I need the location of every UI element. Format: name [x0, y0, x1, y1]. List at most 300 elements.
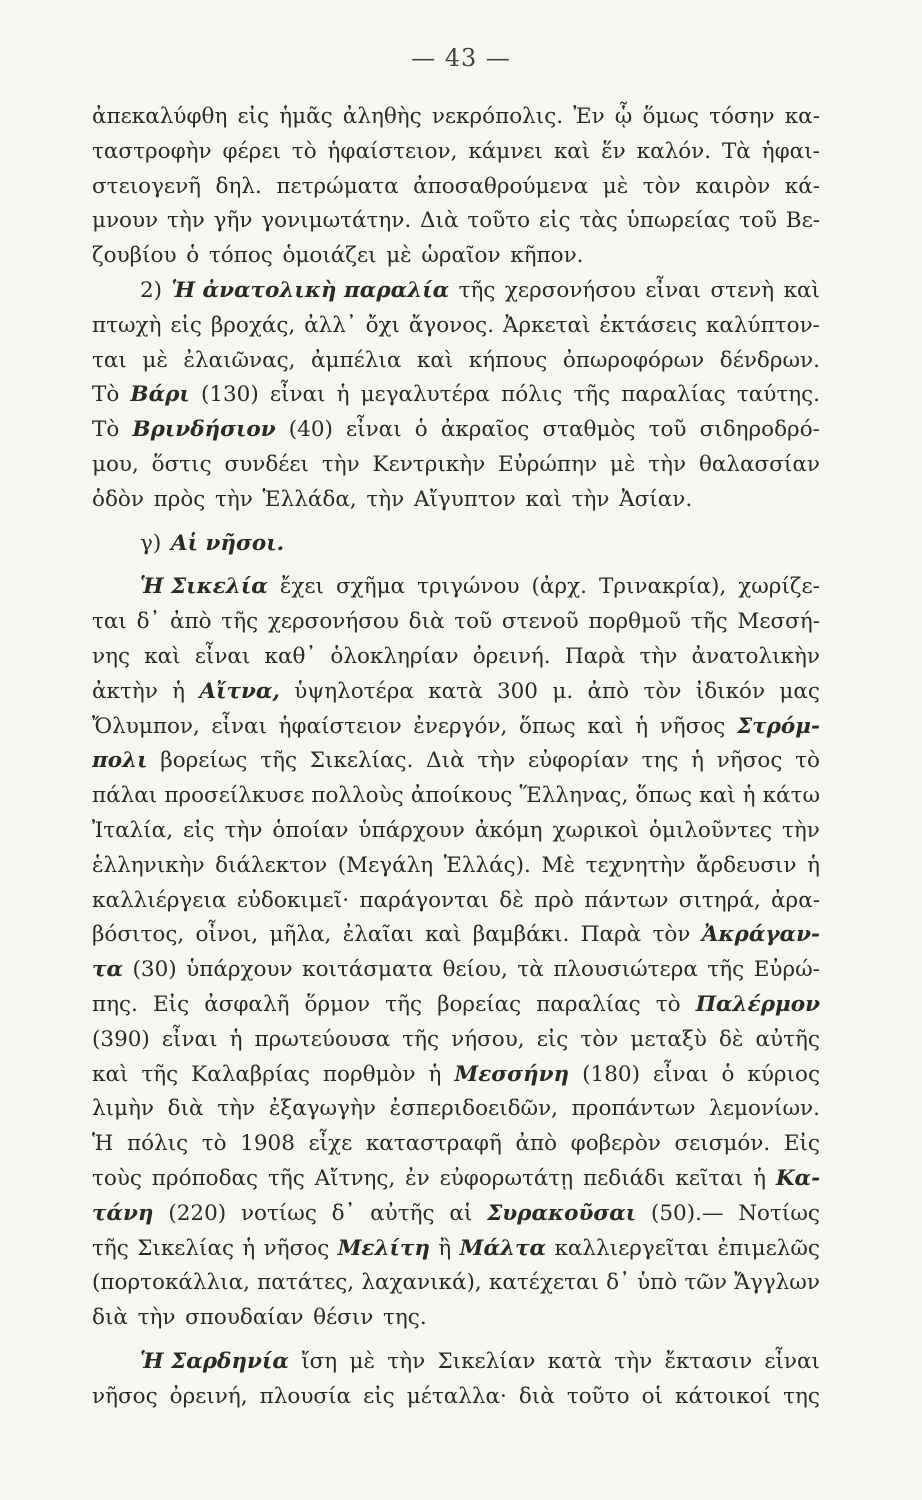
- word: χερσονήσου: [267, 609, 399, 635]
- word: τῆς: [141, 1061, 179, 1087]
- word: τὴν: [137, 1305, 176, 1331]
- word: Ἀσίαν.: [619, 486, 693, 512]
- word: πατάτες,: [257, 1270, 355, 1296]
- word: τεχνητὴν: [585, 852, 686, 878]
- word: μέταλλα·: [406, 1383, 507, 1409]
- word: εἰς: [237, 104, 270, 129]
- word: τὸν: [652, 922, 691, 948]
- word: βορείας: [437, 991, 522, 1017]
- word: διὰ: [92, 1305, 128, 1331]
- word: δ᾿: [606, 1270, 630, 1296]
- word: τῆς: [402, 1026, 440, 1052]
- word: ὑψηλοτέρα: [294, 678, 414, 704]
- bold-term: Παλέρμον: [695, 991, 820, 1017]
- word: μου,: [92, 451, 139, 477]
- word: Εὐρώπην: [498, 451, 598, 477]
- word: εἰς: [363, 1383, 395, 1409]
- word: τῆς: [573, 382, 611, 408]
- text-line-34: [92, 1266, 820, 1301]
- word: κα-: [784, 104, 820, 129]
- word: βαμβάκι.: [472, 922, 570, 948]
- word: ταύτης.: [736, 382, 820, 408]
- word: δὲ: [718, 1026, 744, 1052]
- word: Τὰ: [721, 138, 751, 164]
- word: θέσιν: [313, 1305, 374, 1331]
- word: δ᾿: [331, 1200, 356, 1226]
- bold-term: Ἡ Σικελία: [140, 574, 268, 600]
- word: οἱ: [641, 1383, 663, 1409]
- word: κοιτάσματα: [302, 957, 433, 983]
- word: ἢ: [438, 1235, 452, 1261]
- word: Εἰς: [152, 991, 190, 1017]
- word: ἐξαγωγὴν: [268, 1096, 376, 1122]
- word: τὴν: [387, 1348, 426, 1374]
- text-line-31: [92, 1162, 820, 1197]
- word: Τὸ: [92, 382, 120, 408]
- word: Διὰ: [420, 208, 459, 234]
- word: ἡφαι-: [761, 138, 820, 164]
- word: βορείως: [160, 748, 248, 774]
- bold-term: Μεσσήνη: [454, 1061, 570, 1087]
- word: πορθμὸν: [322, 1061, 416, 1087]
- word: συνδέει: [224, 451, 309, 477]
- word: Ἄγγλων: [734, 1270, 820, 1296]
- word: πρόποδας: [151, 1165, 259, 1191]
- word: τριγώνου: [417, 574, 520, 600]
- word: δ᾿: [136, 609, 161, 635]
- word: κατέχεται: [488, 1270, 599, 1296]
- word: πάλαι: [92, 783, 158, 809]
- word: δὲ: [499, 887, 524, 913]
- word: Ὄλυμπον,: [92, 713, 200, 739]
- text-line-12: [92, 483, 820, 518]
- word: ἰδικόν: [695, 678, 766, 704]
- word: ἀποίκους: [410, 783, 513, 809]
- word: μὲ: [386, 243, 412, 269]
- bold-term: τα: [92, 957, 124, 983]
- word: ὁμιλοῦντες: [648, 817, 773, 843]
- word: τόπος: [208, 243, 273, 269]
- word: φοβερὸν: [570, 1131, 661, 1157]
- word: σπουδαίαν: [185, 1305, 304, 1331]
- word: τοὺς: [92, 1165, 142, 1191]
- word: ἡ: [242, 1235, 256, 1261]
- word: τοῦ: [739, 208, 777, 234]
- word: νεκρόπολις.: [431, 104, 564, 129]
- text-line-26: [92, 988, 820, 1023]
- text-line-37: [92, 1380, 820, 1415]
- word: τῆς: [385, 991, 422, 1017]
- word: σεισμόν.: [674, 1131, 771, 1157]
- word: ὀρεινή.: [472, 643, 551, 669]
- word: μὲ: [602, 173, 629, 199]
- text-line-4: [92, 204, 820, 239]
- word: ἀκτὴν: [92, 678, 158, 704]
- word: Ἑλλάς).: [443, 852, 531, 878]
- word: ἐλαῖαι: [342, 922, 414, 948]
- text-line-25: [92, 953, 820, 988]
- text-line-1: [92, 100, 820, 135]
- text-line-27: [92, 1023, 820, 1058]
- word: μνουν: [92, 208, 159, 234]
- word: καθ᾿: [264, 643, 317, 669]
- word: τὴν: [166, 208, 205, 234]
- bold-term: Ἡ Σαρδηνία: [140, 1348, 289, 1374]
- text-line-13: [92, 527, 820, 562]
- text-line-30: [92, 1127, 820, 1162]
- word: μὲ: [142, 347, 168, 373]
- word: ἐπιμελῶς: [717, 1235, 820, 1261]
- word: ὁ: [186, 243, 200, 269]
- word: κάτω: [762, 783, 820, 809]
- word: γονιμωτάτην.: [261, 208, 412, 234]
- word: τὴν: [648, 451, 687, 477]
- bold-term: Αἴτνα,: [199, 678, 280, 704]
- word: ἀκραῖος: [440, 417, 530, 443]
- word: τοῦ: [454, 609, 493, 635]
- word: ὁ: [414, 417, 428, 443]
- word: καὶ: [525, 486, 562, 512]
- word: κάμνει: [468, 138, 543, 164]
- word: τὴν: [366, 486, 405, 512]
- bold-term: Βάρι: [130, 382, 190, 408]
- word: ὅστις: [151, 451, 212, 477]
- word: τὴν: [215, 486, 253, 512]
- word: πολλοὺς: [311, 783, 404, 809]
- word: πρωτεύουσα: [254, 1026, 391, 1052]
- word: εἶναι: [211, 713, 267, 739]
- word: εὐφορωτάτῃ: [439, 1165, 574, 1191]
- word: 2): [140, 277, 163, 303]
- word: προπάντων: [571, 1096, 696, 1122]
- word: νῆσος: [659, 713, 726, 739]
- word: εἶναι: [645, 277, 702, 303]
- word: μὲ: [609, 451, 636, 477]
- word: κατὰ: [428, 678, 483, 704]
- word: (40): [288, 417, 333, 443]
- word: στενοῦ: [501, 609, 579, 635]
- word: οἶνοι,: [195, 922, 259, 948]
- word: Κεντρικὴν: [372, 451, 486, 477]
- word: δένδρων.: [719, 347, 820, 373]
- word: ὀρεινή,: [169, 1383, 248, 1409]
- word: τὴν: [782, 817, 820, 843]
- word: ἡμᾶς: [279, 104, 333, 129]
- word: ἀλλ᾿: [304, 312, 357, 338]
- word: μεγαλυτέρα: [360, 382, 490, 408]
- word: εἶχε: [308, 1131, 353, 1157]
- word: πρὸ: [534, 887, 574, 913]
- word: βόσιτος,: [92, 922, 185, 948]
- word: ἀπὸ: [587, 678, 630, 704]
- word: διὰ: [408, 609, 445, 635]
- word: πλουσιώτερα: [553, 957, 698, 983]
- word: ἀσφαλῆ: [204, 991, 290, 1017]
- text-line-10: [92, 413, 820, 448]
- word: (πορτοκάλλια,: [92, 1270, 250, 1296]
- word: τῆς: [221, 609, 259, 635]
- word: σιτηρά,: [678, 887, 761, 913]
- word: τὸν: [642, 173, 681, 199]
- word: παραλίας: [536, 991, 641, 1017]
- word: λαχανικά),: [361, 1270, 482, 1296]
- word: εὐφορίαν: [527, 748, 629, 774]
- word: (390): [92, 1026, 150, 1052]
- word: τοῦτο: [467, 208, 531, 234]
- word: διὰ: [518, 1383, 555, 1409]
- word: ἔκτασιν: [664, 1348, 753, 1374]
- word: πόλις: [501, 382, 563, 408]
- word: ὑπάρχουν: [186, 957, 293, 983]
- word: τὸν: [580, 1026, 619, 1052]
- bold-term: Ἀκράγαν-: [701, 922, 820, 948]
- word: εἰς: [538, 208, 571, 234]
- word: νῆσος: [92, 1383, 158, 1409]
- word: πορθμοῦ: [588, 609, 682, 635]
- word: τῶν: [684, 1270, 727, 1296]
- word: πτωχὴ: [92, 312, 162, 338]
- word: καὶ: [783, 277, 820, 303]
- text-line-35: [92, 1301, 820, 1336]
- word: χερσονήσου: [504, 277, 636, 303]
- bold-term: τάνη: [92, 1200, 154, 1226]
- word: μ.: [552, 678, 574, 704]
- word: πάντων: [584, 887, 669, 913]
- word: (180): [582, 1061, 640, 1087]
- page-number: — 43 —: [411, 44, 511, 72]
- word: κύριος: [747, 1061, 820, 1087]
- word: θαλασσίαν: [698, 451, 820, 477]
- word: προσείλκυσε: [164, 783, 305, 809]
- word: ὁδὸν: [92, 486, 144, 512]
- bold-term: Συρακοῦσαι: [487, 1200, 637, 1226]
- word: λεμονίων.: [709, 1096, 820, 1122]
- word: τὴν: [571, 486, 610, 512]
- word: εὐδοκιμεῖ·: [236, 887, 350, 913]
- text-line-22: [92, 849, 820, 884]
- word: εἰς: [182, 817, 215, 843]
- word: πλουσία: [259, 1383, 352, 1409]
- word: μὲ: [349, 1348, 376, 1374]
- word: Ἑλλάδα,: [262, 486, 357, 512]
- word: κεῖται: [675, 1165, 744, 1191]
- word: καλλιεργεῖται: [554, 1235, 710, 1261]
- word: ἀληθὴς: [342, 104, 422, 129]
- word: ται: [92, 609, 127, 635]
- word: πετρώματα: [276, 173, 399, 199]
- word: τὰς: [579, 208, 618, 234]
- word: ἡ: [172, 678, 186, 704]
- word: τῆς: [458, 277, 496, 303]
- word: διάλεκτον: [215, 852, 328, 878]
- word: Μεσσή-: [737, 609, 820, 635]
- word: θείου,: [442, 957, 508, 983]
- word: 1908: [240, 1131, 295, 1157]
- word: τὴν: [217, 1096, 256, 1122]
- word: ὅπως: [635, 783, 693, 809]
- text-line-21: [92, 814, 820, 849]
- word: ἡ: [807, 852, 820, 878]
- text-line-16: [92, 640, 820, 675]
- word: βροχάς,: [210, 312, 296, 338]
- word: σιδηροδρό-: [699, 417, 820, 443]
- word: εἰς: [536, 1026, 569, 1052]
- word: χωρίζε-: [738, 574, 820, 600]
- word: κήπους: [468, 347, 548, 373]
- word: (220): [168, 1200, 227, 1226]
- word: ἡ: [742, 783, 756, 809]
- word: καὶ: [699, 783, 736, 809]
- word: (50).—: [650, 1200, 724, 1226]
- word: ζουβίου: [92, 243, 177, 269]
- text-line-20: [92, 779, 820, 814]
- word: κατὰ: [547, 1348, 602, 1374]
- word: τοῦτο: [566, 1383, 630, 1409]
- text-line-14: [92, 570, 820, 605]
- word: δηλ.: [215, 173, 262, 199]
- word: ἄρδευσιν: [696, 852, 797, 878]
- word: τῆς: [260, 748, 298, 774]
- word: καλλιέργεια: [92, 887, 227, 913]
- word: ὑπάρχουν: [358, 817, 465, 843]
- word: καὶ: [416, 347, 454, 373]
- text-line-3: [92, 170, 820, 205]
- word: 300: [496, 678, 538, 704]
- word: καλύπτον-: [705, 312, 820, 338]
- word: ἴση: [301, 1348, 338, 1374]
- text-line-33: [92, 1232, 820, 1267]
- word: ὅρμον: [304, 991, 371, 1017]
- word: αὐτῆς: [370, 1200, 435, 1226]
- word: ἀνατολικὴν: [691, 643, 820, 669]
- word: ὡραῖον: [421, 243, 501, 269]
- word: Ἰταλία,: [92, 817, 174, 843]
- word: ὄχι: [365, 312, 400, 338]
- word: νοτίως: [240, 1200, 317, 1226]
- word: Καλαβρίας: [191, 1061, 310, 1087]
- word: τὴν: [614, 1348, 653, 1374]
- word: ἑλληνικὴν: [92, 852, 205, 878]
- word: Ἐν: [573, 104, 605, 129]
- word: (130): [200, 382, 259, 408]
- word: ὁποίαν: [272, 817, 349, 843]
- word: καὶ: [587, 713, 624, 739]
- word: κά-: [784, 173, 820, 199]
- word: νῆσος: [716, 748, 783, 774]
- word: ἐκτάσεις: [599, 312, 698, 338]
- text-line-15: [92, 605, 820, 640]
- word: τὰ: [517, 957, 544, 983]
- word: ἡ: [635, 713, 649, 739]
- word: μας: [779, 678, 820, 704]
- text-line-23: [92, 884, 820, 919]
- word: τῆς: [690, 609, 728, 635]
- word: Σικελίας.: [309, 748, 414, 774]
- word: ἡ: [336, 382, 350, 408]
- word: Εὐρώ-: [753, 957, 820, 983]
- word: ὑπὸ: [637, 1270, 678, 1296]
- word: εἰς: [170, 312, 202, 338]
- word: ἀκόμη: [474, 817, 543, 843]
- word: Νοτίως: [738, 1200, 820, 1226]
- text-line-18: [92, 710, 820, 745]
- body-text: [92, 100, 820, 1414]
- word: Εἰς: [783, 1131, 820, 1157]
- word: στειογενῆ: [92, 173, 202, 199]
- word: εἶναι: [161, 1026, 218, 1052]
- word: τῆς: [92, 1235, 129, 1261]
- bold-term: Ἡ ἀνατολικὴ παραλία: [171, 277, 450, 303]
- word: τὸ: [291, 138, 317, 164]
- word: τὸ: [655, 991, 681, 1017]
- word: ἐσπεριδοειδῶν,: [389, 1096, 558, 1122]
- word: εἶναι: [194, 643, 251, 669]
- word: αἱ: [449, 1200, 473, 1226]
- word: αὐτῆς: [755, 1026, 820, 1052]
- text-line-36: [92, 1345, 820, 1380]
- word: ὅπως: [518, 713, 576, 739]
- word: καταστραφῆ: [365, 1131, 502, 1157]
- text-line-9: [92, 378, 820, 413]
- word: τὸ: [795, 748, 820, 774]
- word: Σικελίας: [137, 1235, 235, 1261]
- word: στενὴ: [710, 277, 775, 303]
- text-line-32: [92, 1197, 820, 1232]
- word: ᾧ: [614, 104, 633, 129]
- word: ἔχει: [279, 574, 324, 600]
- text-line-8: [92, 344, 820, 379]
- bold-term: Αἱ νῆσοι.: [170, 530, 285, 556]
- word: τὸ: [201, 1131, 227, 1157]
- word: ὁ: [721, 1061, 735, 1087]
- word: (ἀρχ.: [531, 574, 587, 600]
- word: Διὰ: [426, 748, 465, 774]
- word: Τὸ: [92, 417, 120, 443]
- word: νῆσος: [263, 1235, 330, 1261]
- text-line-19: [92, 744, 820, 779]
- word: κῆπον.: [510, 243, 584, 269]
- text-line-17: [92, 675, 820, 710]
- word: Ἕλληνας,: [519, 783, 629, 809]
- word: πρὸς: [153, 486, 206, 512]
- text-line-5: [92, 239, 820, 274]
- text-line-7: [92, 309, 820, 344]
- word: σταθμὸς: [542, 417, 636, 443]
- word: ὀπωροφόρων: [562, 347, 705, 373]
- word: ἕν: [601, 138, 626, 164]
- word: τόσην: [709, 104, 775, 129]
- word: καλόν.: [636, 138, 712, 164]
- word: καὶ: [425, 922, 462, 948]
- word: ταστροφὴν: [92, 138, 212, 164]
- word: ται: [92, 347, 127, 373]
- bold-term: Βρινδήσιον: [132, 417, 276, 443]
- word: τὴν: [477, 748, 516, 774]
- word: Τρινακρία),: [598, 574, 727, 600]
- word: ὑπωρείας: [626, 208, 731, 234]
- word: τοῦ: [648, 417, 687, 443]
- word: της: [641, 748, 679, 774]
- word: καιρὸν: [695, 173, 771, 199]
- word: ἡ: [753, 1165, 766, 1191]
- word: ὅμως: [642, 104, 699, 129]
- word: μεταξὺ: [630, 1026, 707, 1052]
- word: πης.: [92, 991, 138, 1017]
- word: ὁμοιάζει: [282, 243, 377, 269]
- word: Σικελίαν: [437, 1348, 536, 1374]
- word: μῆλα,: [269, 922, 332, 948]
- word: Ἡ: [92, 1131, 114, 1157]
